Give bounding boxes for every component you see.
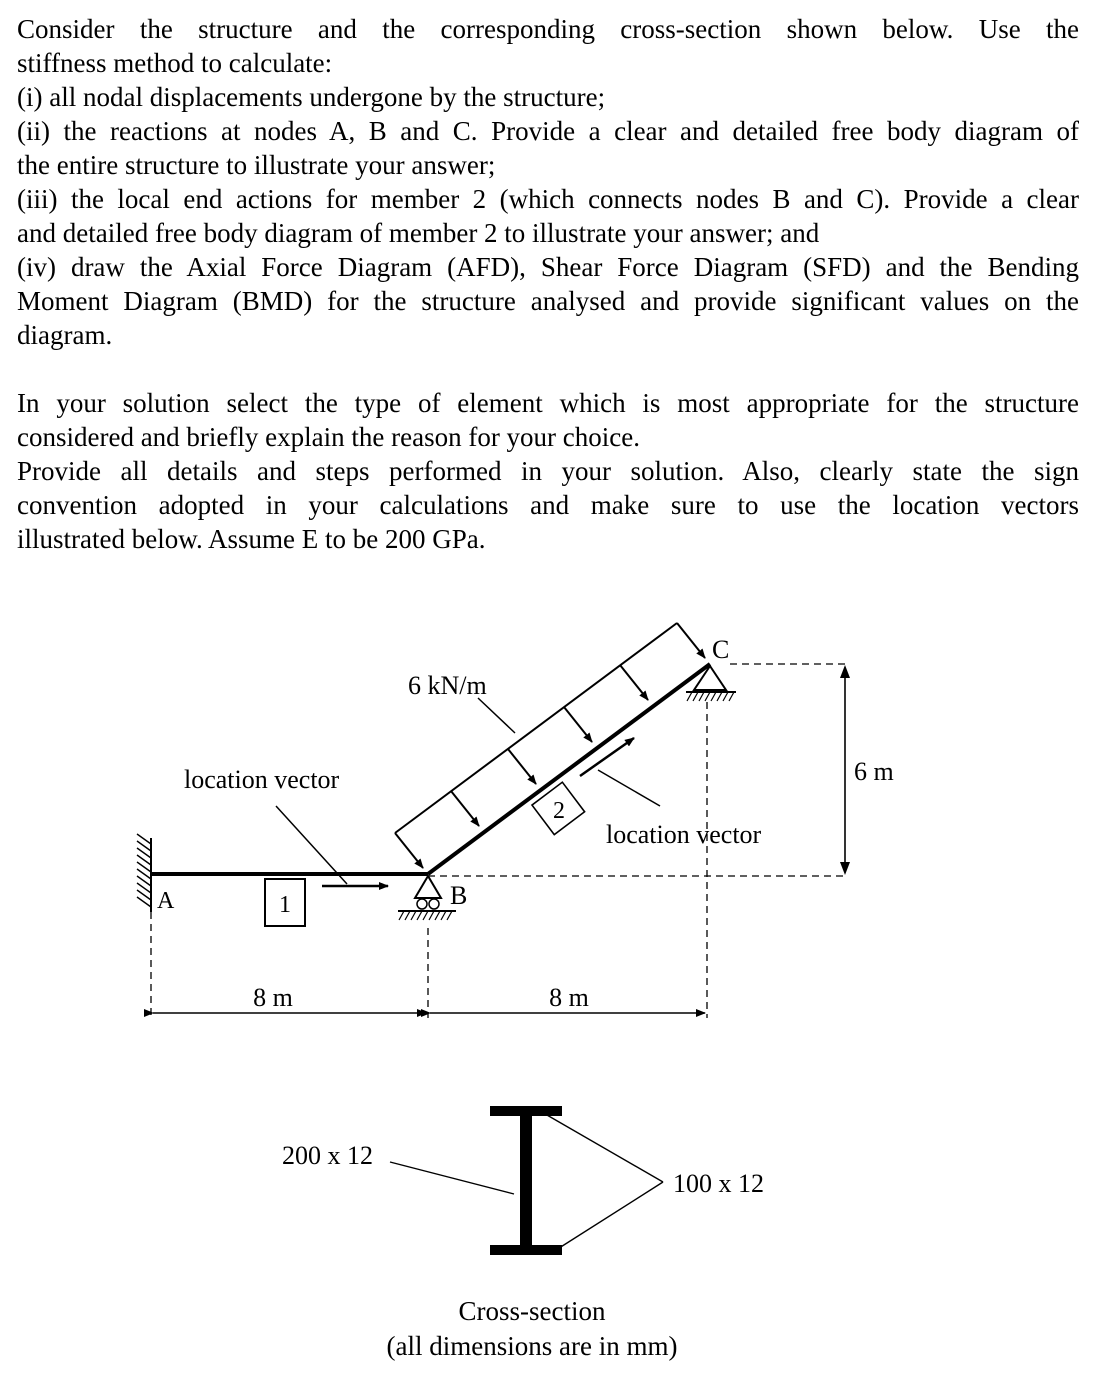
item-iv-line-3: diagram. [17,320,113,350]
cross-section-title: Cross-section [458,1296,606,1326]
member-1-label: 1 [279,892,291,918]
instruction-line-4: convention adopted in your calculations and make sure to use the location vectors [17,490,1079,520]
item-ii-line-2: the entire structure to illustrate your answer; [17,150,496,180]
roller-support-b [398,876,456,920]
span-left-label: 8 m [253,983,293,1012]
web-leader-top [540,1111,663,1182]
load-leader [478,698,515,733]
node-b-label: B [450,881,468,910]
node-c-label: C [712,635,730,664]
item-iv-line-1: (iv) draw the Axial Force Diagram (AFD), Shear Force Diagram (SFD) and the Bending [17,252,1079,282]
i-section [490,1106,562,1255]
item-ii-line-1: (ii) the reactions at nodes A, B and C. Provide a clear and detailed free body diagram of [17,116,1079,146]
flange-leader [390,1162,514,1194]
item-i: (i) all nodal displacements undergone by the structure; [17,82,606,112]
web-label: 100 x 12 [673,1169,764,1198]
member-2-label: 2 [553,798,565,824]
fixed-support-a [137,834,151,912]
instruction-line-1: In your solution select the type of element which is most appropriate for the structure [17,388,1079,418]
span-right-label: 8 m [549,983,589,1012]
item-iv-line-2: Moment Diagram (BMD) for the structure analysed and provide significant values on the [17,286,1079,316]
load-label: 6 kN/m [408,671,487,700]
location-vector-left-label: location vector [184,765,340,794]
intro-line: Consider the structure and the corresponding cross-section shown below. Use the [17,14,1079,44]
instruction-line-2: considered and briefly explain the reason for your choice. [17,422,641,452]
span-dimension [151,702,707,1018]
pin-support-c [686,666,736,701]
item-iii-line-2: and detailed free body diagram of member 2 to illustrate your answer; and [17,218,820,248]
cross-section-note: (all dimensions are in mm) [386,1331,678,1361]
flange-label: 200 x 12 [282,1141,373,1170]
height-label: 6 m [854,757,894,786]
instruction-line-3: Provide all details and steps performed in your solution. Also, clearly state the sign [17,456,1079,486]
item-iii-line-1: (iii) the local end actions for member 2 (which connects nodes B and C). Provide a clear [17,184,1079,214]
location-vector-right-label: location vector [606,820,762,849]
location-vector-right-leader [598,770,660,806]
instruction-line-5: illustrated below. Assume E to be 200 GPa. [17,524,486,554]
node-a-label: A [157,888,175,914]
intro-line-cont: stiffness method to calculate: [17,48,333,78]
web-leader-bottom [556,1182,663,1250]
